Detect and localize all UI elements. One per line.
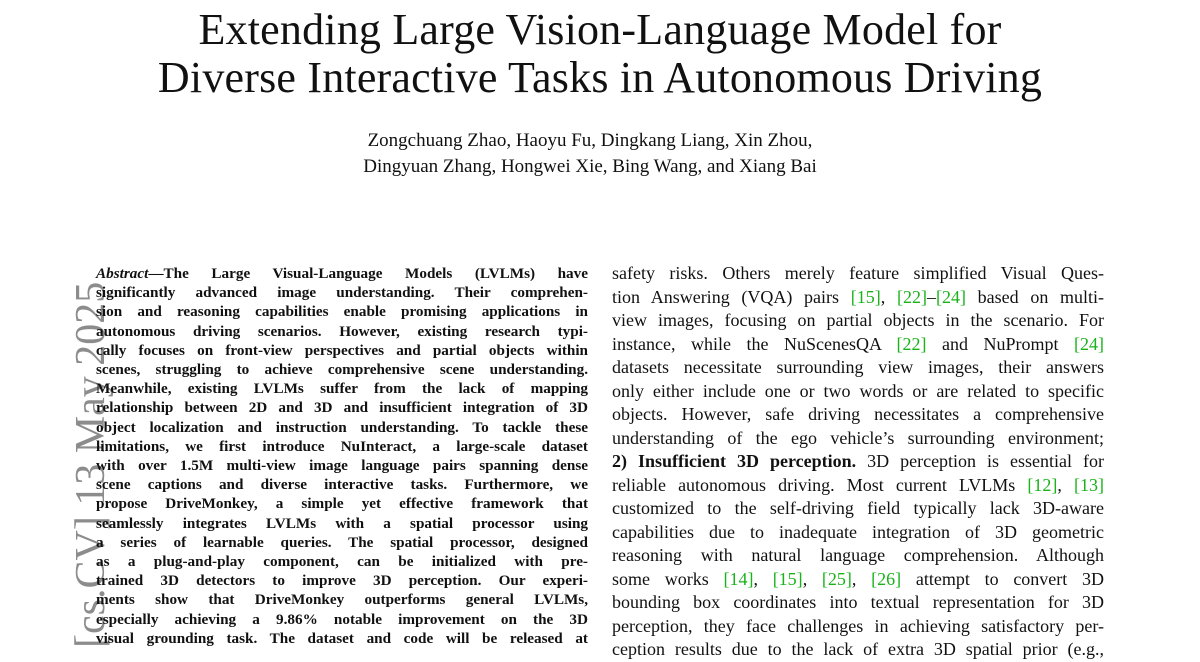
citation-link[interactable]: [26] bbox=[871, 568, 902, 589]
abstract-line: significantly advanced image understanding. Their comprehen- bbox=[96, 284, 588, 302]
abstract-line: as a plug-and-play component, can be initialized with pre- bbox=[96, 553, 588, 571]
abstract-line: especially achieving a 9.86% notable improvement on the 3D bbox=[96, 610, 588, 628]
body-text: tion Answering (VQA) pairs bbox=[612, 286, 851, 307]
body-line bbox=[612, 286, 1104, 310]
abstract-line: trained 3D detectors to improve 3D perception. Our experi- bbox=[96, 572, 588, 590]
body-line: only either include one or two words or are related to specific bbox=[612, 380, 1104, 401]
body-line: ception results due to the lack of extra 3D spatial prior (e.g., bbox=[612, 639, 1104, 659]
body-text: , bbox=[1057, 474, 1074, 495]
abstract-line: sion and reasoning capabilities enable promising applications in bbox=[96, 303, 588, 321]
body-line bbox=[612, 568, 1104, 592]
title-line-1: Extending Large Vision-Language Model for bbox=[198, 5, 1002, 54]
abstract-line: ments show that DriveMonkey outperforms general LVLMs, bbox=[96, 591, 588, 609]
body-text-column bbox=[612, 262, 1104, 662]
body-text: some works bbox=[612, 568, 724, 589]
body-text: reliable autonomous driving. Most current LVLMs bbox=[612, 474, 1028, 495]
citation-link[interactable]: [24] bbox=[935, 286, 966, 307]
body-line: understanding of the ego vehicle’s surrounding environment; bbox=[612, 427, 1104, 448]
body-text: 3D perception is essential for bbox=[856, 451, 1104, 471]
body-text: , bbox=[851, 568, 872, 589]
citation-link[interactable]: [15] bbox=[772, 568, 803, 589]
citation-link[interactable]: [12] bbox=[1027, 474, 1058, 495]
body-text: attempt to convert 3D bbox=[901, 568, 1105, 589]
body-text: and NuPrompt bbox=[926, 333, 1074, 354]
abstract-line: a series of learnable queries. The spatial processor, designed bbox=[96, 533, 588, 551]
abstract-line: cally focuses on front-view perspectives and partial objects within bbox=[96, 341, 588, 359]
body-line: capabilities due to inadequate integration of 3D geometric bbox=[612, 521, 1104, 542]
citation-link[interactable]: [13] bbox=[1074, 474, 1104, 495]
body-line bbox=[612, 450, 1104, 474]
abstract-line: visual grounding task. The dataset and code will be released at bbox=[96, 629, 588, 647]
body-line bbox=[612, 474, 1104, 498]
body-text: , bbox=[880, 286, 897, 307]
citation-link[interactable]: [14] bbox=[723, 568, 754, 589]
abstract-line bbox=[96, 264, 588, 283]
citation-link[interactable]: [22] bbox=[896, 333, 927, 354]
section-heading-inline: 2) Insufficient 3D perception. bbox=[612, 451, 857, 471]
citation-link[interactable]: [25] bbox=[821, 568, 852, 589]
citation-link[interactable]: [15] bbox=[850, 286, 881, 307]
body-line bbox=[612, 333, 1104, 357]
body-text: based on multi- bbox=[965, 286, 1105, 307]
citation-link[interactable]: [22] bbox=[896, 286, 927, 307]
body-line: objects. However, safe driving necessitates a comprehensive bbox=[612, 404, 1104, 424]
body-line: view images, focusing on partial objects in the scenario. For bbox=[612, 310, 1104, 330]
author-list bbox=[0, 128, 1180, 180]
body-line: reasoning with natural language comprehension. Although bbox=[612, 545, 1104, 565]
abstract-line: autonomous driving scenarios. However, existing research typi- bbox=[96, 322, 588, 340]
abstract-line: object localization and instruction understanding. To tackle these bbox=[96, 418, 588, 436]
body-line: bounding box coordinates into textual representation for 3D bbox=[612, 592, 1104, 612]
arxiv-side-stamp: [cs.CV] 13 May 2025 bbox=[68, 281, 114, 648]
abstract-line: relationship between 2D and 3D and insufficient integration of 3D bbox=[96, 399, 588, 417]
body-line: perception, they face challenges in achieving satisfactory per- bbox=[612, 615, 1104, 636]
body-line: safety risks. Others merely feature simplified Visual Ques- bbox=[612, 263, 1104, 283]
body-line: customized to the self-driving field typically lack 3D-aware bbox=[612, 498, 1104, 518]
abstract-line: Meanwhile, existing LVLMs suffer from the lack of mapping bbox=[96, 380, 588, 398]
citation-link[interactable]: [24] bbox=[1074, 333, 1104, 354]
abstract bbox=[96, 264, 588, 648]
body-text: , bbox=[802, 568, 822, 589]
paper-title bbox=[0, 6, 1200, 102]
body-line: datasets necessitate surrounding view images, their answers bbox=[612, 357, 1104, 377]
authors-line-2: Dingyuan Zhang, Hongwei Xie, Bing Wang, and Xiang Bai bbox=[363, 156, 817, 177]
title-line-2: Diverse Interactive Tasks in Autonomous Driving bbox=[157, 53, 1043, 102]
abstract-line: propose DriveMonkey, a simple yet effective framework that bbox=[96, 495, 588, 513]
abstract-line: seamlessly integrates LVLMs with a spatial processor using bbox=[96, 514, 588, 532]
authors-line-1: Zongchuang Zhao, Haoyu Fu, Dingkang Liang, Xin Zhou, bbox=[367, 130, 813, 151]
body-text: – bbox=[926, 286, 936, 307]
abstract-label: Abstract bbox=[96, 265, 149, 282]
abstract-line: limitations, we first introduce NuInteract, a large-scale dataset bbox=[96, 437, 588, 455]
abstract-text: —The Large Visual-Language Models (LVLMs) have bbox=[148, 265, 588, 282]
abstract-line: with over 1.5M multi-view image language pairs spanning dense bbox=[96, 457, 588, 475]
abstract-line: scene captions and diverse interactive tasks. Furthermore, we bbox=[96, 476, 588, 494]
abstract-line: scenes, struggling to achieve comprehensive scene understanding. bbox=[96, 361, 588, 379]
body-text: , bbox=[753, 568, 773, 589]
body-text: instance, while the NuScenesQA bbox=[612, 333, 897, 354]
